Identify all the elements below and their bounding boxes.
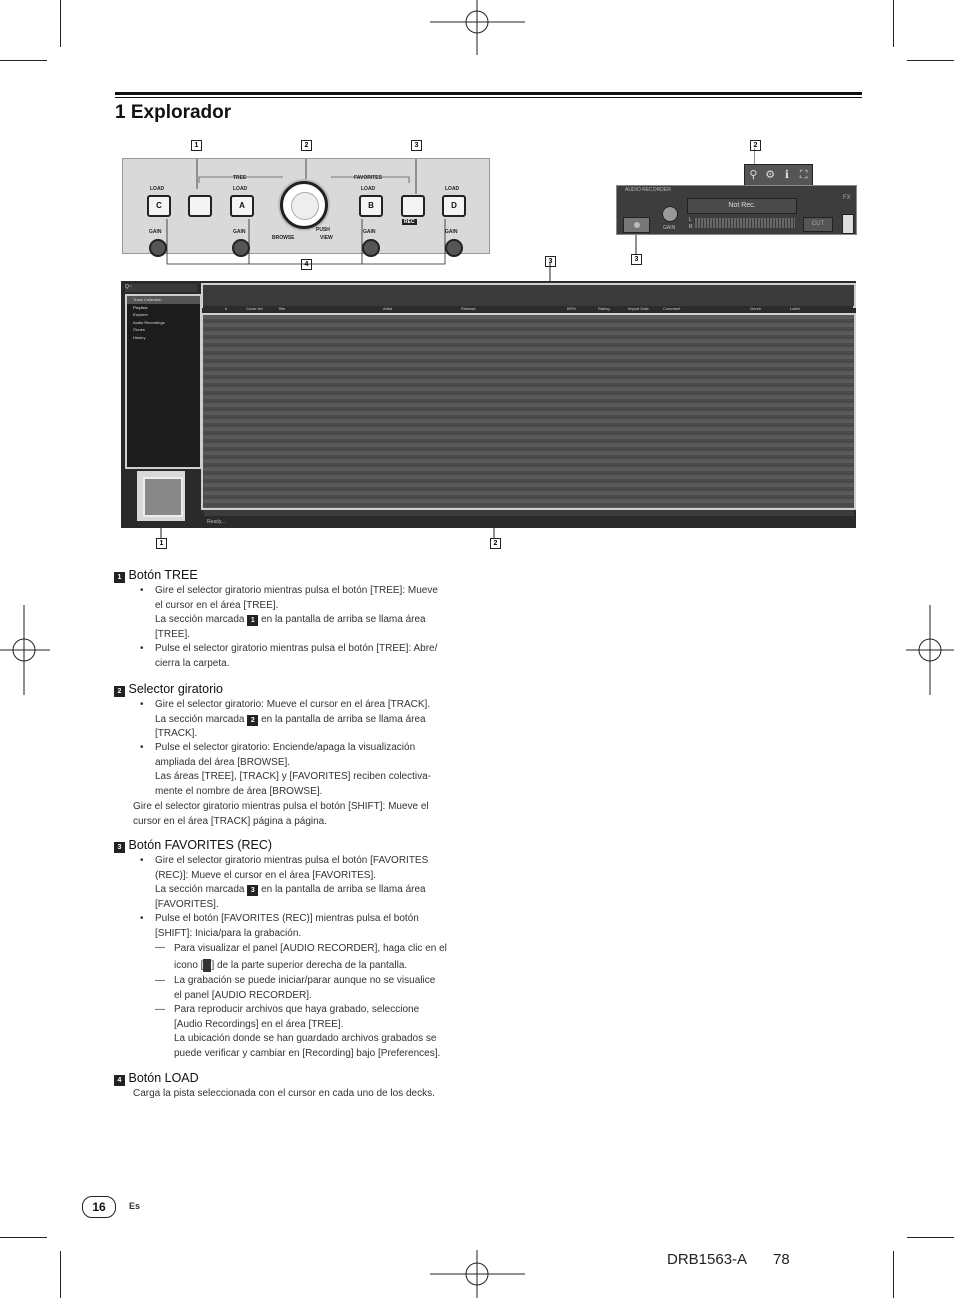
load-label: LOAD — [445, 186, 460, 192]
document-code: DRB1563-A — [667, 1251, 748, 1268]
column-header[interactable]: Release — [461, 306, 476, 311]
search-field[interactable]: Q~ — [125, 284, 197, 292]
column-header[interactable]: # — [225, 306, 228, 311]
section-heading — [114, 568, 198, 583]
status-text: Ready... — [207, 519, 226, 525]
section-2-text-2: Pulse el selector giratorio: Enciende/apaga la visualización ampliada del área [BROWSE]. Las áreas [TREE], [TRACK] y [FAVORITES] reciben colectiva- mente el nombre de área [BROWSE]. — [155, 742, 432, 797]
section-4-text: Carga la pista seleccionada con el cursor en cada uno de los decks. — [133, 1088, 435, 1099]
track-area[interactable] — [201, 313, 856, 510]
cover-art-preview — [137, 471, 185, 521]
gear-icon[interactable]: ⚙ — [765, 169, 776, 181]
cut-button[interactable]: CUT — [803, 217, 833, 232]
tree-item[interactable]: Explorer — [133, 312, 148, 317]
section-3-note-2: La grabación se puede iniciar/parar aunque no se visualice el panel [AUDIO RECORDER]. — [174, 975, 436, 1001]
tree-item[interactable]: Playlists — [133, 304, 148, 310]
meter-l-label: L — [689, 217, 692, 223]
favorites-label: FAVORITES — [354, 175, 382, 181]
bullet: • — [140, 699, 144, 710]
column-header[interactable]: Import Date — [628, 306, 649, 311]
title-rule-thin — [115, 97, 862, 98]
section-heading — [114, 838, 272, 853]
controller-panel — [122, 158, 490, 254]
dash: — — [155, 1004, 165, 1015]
gain-knob[interactable] — [445, 239, 463, 257]
section-number: 4 — [114, 1075, 125, 1086]
search-icon[interactable]: ⚲ — [749, 169, 758, 181]
callout-1: 1 — [191, 140, 202, 151]
audio-recorder-panel — [616, 185, 857, 235]
tree-label: TREE — [233, 175, 247, 181]
section-number: 2 — [114, 686, 125, 697]
column-header[interactable]: Label — [790, 306, 800, 311]
callout-shot-1: 1 — [156, 538, 167, 549]
section-title: Selector giratorio — [128, 682, 223, 696]
side-handle[interactable] — [842, 214, 854, 234]
language-code: Es — [129, 1201, 141, 1211]
tree-item[interactable]: Audio Recordings — [133, 319, 165, 325]
load-label: LOAD — [150, 186, 165, 192]
section-1-text-2: Pulse el selector giratorio mientras pulsa el botón [TREE]: Abre/ cierra la carpeta. — [155, 643, 438, 669]
recorder-gain-knob[interactable] — [662, 206, 678, 222]
page-title: 1 Explorador — [115, 102, 232, 123]
gain-label: GAIN — [445, 229, 458, 235]
gain-knob[interactable] — [362, 239, 380, 257]
recorder-toolbar — [744, 164, 813, 186]
gain-label: GAIN — [149, 229, 162, 235]
rotary-selector[interactable] — [280, 181, 328, 229]
bullet: • — [140, 643, 144, 654]
callout-rec-2: 2 — [750, 140, 761, 151]
section-title: Botón TREE — [128, 568, 198, 582]
page-number: 16 — [82, 1196, 116, 1218]
bullet: • — [140, 742, 144, 753]
load-label: LOAD — [233, 186, 248, 192]
section-number: 3 — [114, 842, 125, 853]
section-3-text-2: Pulse el botón [FAVORITES (REC)] mientras pulsa el botón [SHIFT]: Inicia/para la grabación. — [155, 913, 419, 939]
callout-shot-3: 3 — [545, 256, 556, 267]
section-2-paragraph: Gire el selector giratorio mientras pulsa el botón [SHIFT]: Mueve el cursor en el área [TRACK] página a página. — [133, 801, 429, 827]
fx-label: FX — [843, 195, 851, 201]
tree-item[interactable]: Track Collection — [127, 296, 200, 304]
title-rule — [115, 92, 862, 95]
gain-knob[interactable] — [149, 239, 167, 257]
bullet: • — [140, 585, 144, 596]
column-header[interactable]: Artist — [383, 306, 393, 311]
favorites-area[interactable] — [201, 283, 856, 308]
tree-item[interactable]: History — [133, 334, 146, 340]
info-icon[interactable]: ℹ — [784, 169, 789, 181]
load-c-button[interactable]: C — [147, 195, 171, 217]
sheet-number: 78 — [773, 1251, 790, 1268]
column-header[interactable]: Genre — [750, 306, 762, 311]
column-header[interactable]: Rating — [598, 306, 610, 311]
dash: — — [155, 942, 165, 953]
callout-2: 2 — [301, 140, 312, 151]
callout-rec-3: 3 — [631, 254, 642, 265]
tree-area[interactable] — [125, 294, 202, 469]
load-b-button[interactable]: B — [359, 195, 383, 217]
view-label: VIEW — [320, 235, 333, 241]
record-button[interactable] — [623, 217, 650, 233]
favorites-rec-button[interactable] — [401, 195, 425, 217]
load-d-button[interactable]: D — [442, 195, 466, 217]
section-1-text: Gire el selector giratorio mientras pulsa el botón [TREE]: Mueve el cursor en el área [TREE]. La sección marcada 1 en la pantalla de arriba se llama área [TREE]. — [155, 585, 438, 640]
rec-status-display: Not Rec. — [687, 198, 797, 214]
meter-r-label: R — [689, 224, 693, 230]
callout-3: 3 — [411, 140, 422, 151]
push-label: PUSH — [316, 227, 330, 233]
gain-knob[interactable] — [232, 239, 250, 257]
section-2-text: Gire el selector giratorio: Mueve el cursor en el área [TRACK]. La sección marcada 2 en la pantalla de arriba se llama área [TRACK]. — [155, 699, 431, 740]
callout-4: 4 — [301, 259, 312, 270]
rec-badge: REC — [404, 219, 415, 225]
dash: — — [155, 975, 165, 986]
section-title: Botón LOAD — [128, 1071, 199, 1085]
bullet: • — [140, 913, 144, 924]
section-heading — [114, 1071, 199, 1086]
bullet: • — [140, 855, 144, 866]
recorder-title: AUDIO RECORDER — [625, 187, 671, 193]
recorder-gain-label: GAIN — [663, 225, 676, 231]
gain-label: GAIN — [233, 229, 246, 235]
tree-item[interactable]: iTunes — [133, 327, 145, 332]
load-a-button[interactable]: A — [230, 195, 254, 217]
section-3-note-3: Para reproducir archivos que haya grabado, seleccione [Audio Recordings] en el área [TREE]. La ubicación donde se han guardado archivos grabados se puede verificar y cambiar en [Recording] bajo [Preferences]. — [174, 1004, 441, 1059]
load-label: LOAD — [361, 186, 376, 192]
expand-icon[interactable]: ⛶ — [799, 169, 808, 181]
section-3-text: Gire el selector giratorio mientras pulsa el botón [FAVORITES (REC)]: Mueve el cursor en el área [FAVORITES]. La sección marcada 3 en la pantalla de arriba se llama área [FAVORITES]. — [155, 855, 429, 910]
level-meter — [695, 218, 795, 228]
section-title: Botón FAVORITES (REC) — [128, 838, 273, 852]
column-header[interactable]: BPM — [567, 306, 576, 311]
track-header — [203, 306, 853, 312]
tree-button[interactable] — [188, 195, 212, 217]
browse-label: BROWSE — [272, 235, 295, 241]
section-heading — [114, 682, 223, 697]
callout-shot-2: 2 — [490, 538, 501, 549]
gain-label: GAIN — [363, 229, 376, 235]
section-number: 1 — [114, 572, 125, 583]
column-header[interactable]: Cover Art — [246, 306, 263, 311]
section-3-note-1: Para visualizar el panel [AUDIO RECORDER], haga clic en el icono [ ] de la parte superior derecha de la pantalla. — [174, 943, 447, 971]
column-header[interactable]: Comment — [663, 306, 681, 311]
column-header[interactable]: Title — [278, 306, 286, 311]
